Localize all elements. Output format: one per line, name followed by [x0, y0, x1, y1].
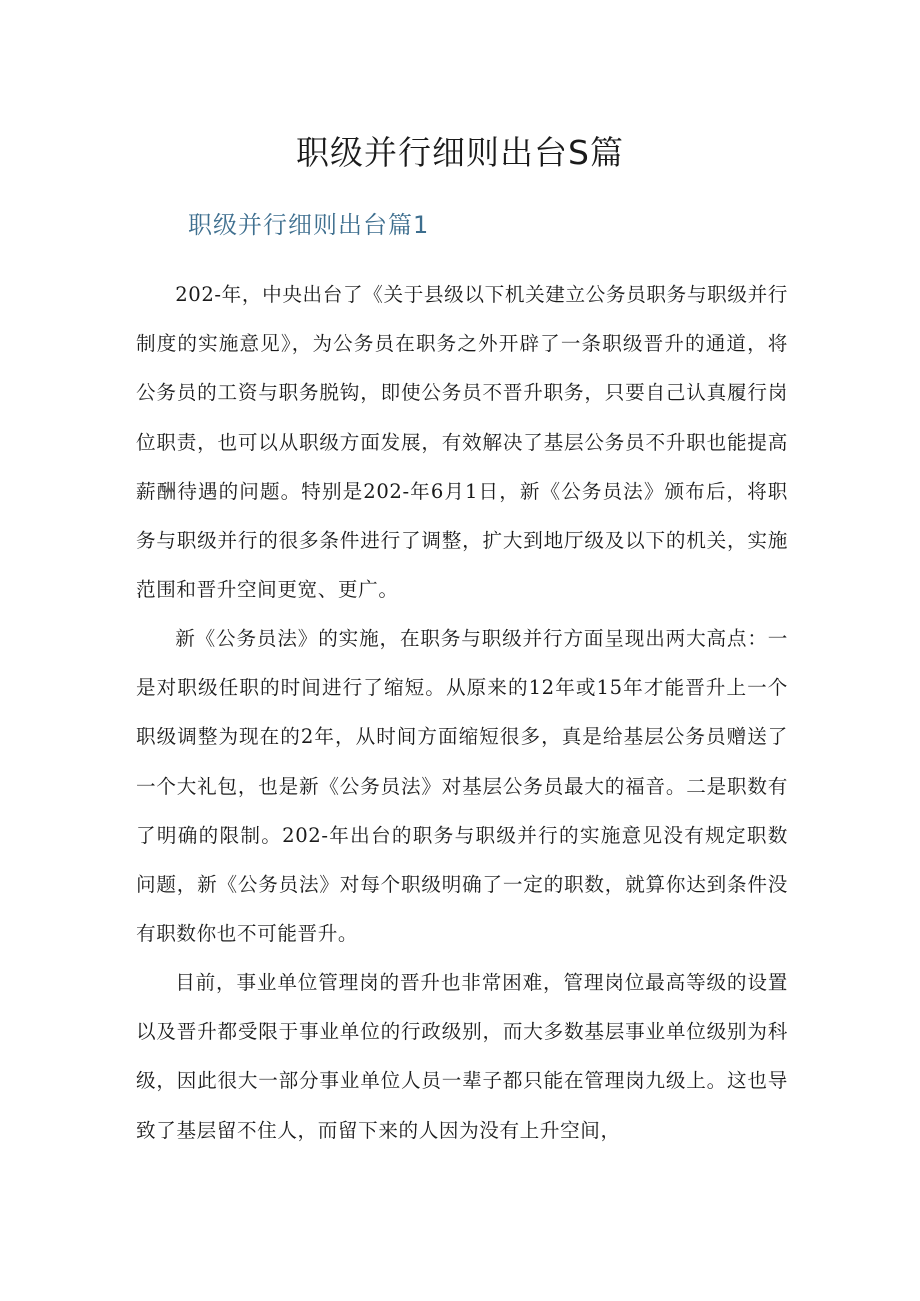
document-title: 职级并行细则出台S篇	[296, 133, 624, 172]
body-paragraph-3: 目前，事业单位管理岗的晋升也非常困难，管理岗位最高等级的设置以及晋升都受限于事业单位的行政级别，而大多数基层事业单位级别为科级，因此很大一部分事业单位人员一辈子都只能在管理岗九级上。这也导致了基层留不住人，而留下来的人因为没有上升空间，	[136, 971, 788, 1142]
body-paragraph-1: 202-年，中央出台了《关于县级以下机关建立公务员职务与职级并行制度的实施意见》，为公务员在职务之外开辟了一条职级晋升的通道，将公务员的工资与职务脱钩，即使公务员不晋升职务，只要自己认真履行岗位职责，也可以从职级方面发展，有效解决了基层公务员不升职也能提高薪酬待遇的问题。特别是202-年6月1日，新《公务员法》颁布后，将职务与职级并行的很多条件进行了调整，扩大到地厅级及以下的机关，实施范围和晋升空间更宽、更广。	[136, 283, 788, 602]
body-paragraph-2: 新《公务员法》的实施，在职务与职级并行方面呈现出两大高点：一是对职级任职的时间进行了缩短。从原来的12年或15年才能晋升上一个职级调整为现在的2年，从时间方面缩短很多，真是给基层公务员赠送了一个大礼包，也是新《公务员法》对基层公务员最大的福音。二是职数有了明确的限制。202-年出台的职务与职级并行的实施意见没有规定职数问题，新《公务员法》对每个职级明确了一定的职数，就算你达到条件没有职数你也不可能晋升。	[136, 627, 788, 946]
section-heading: 职级并行细则出台篇1	[188, 211, 430, 239]
